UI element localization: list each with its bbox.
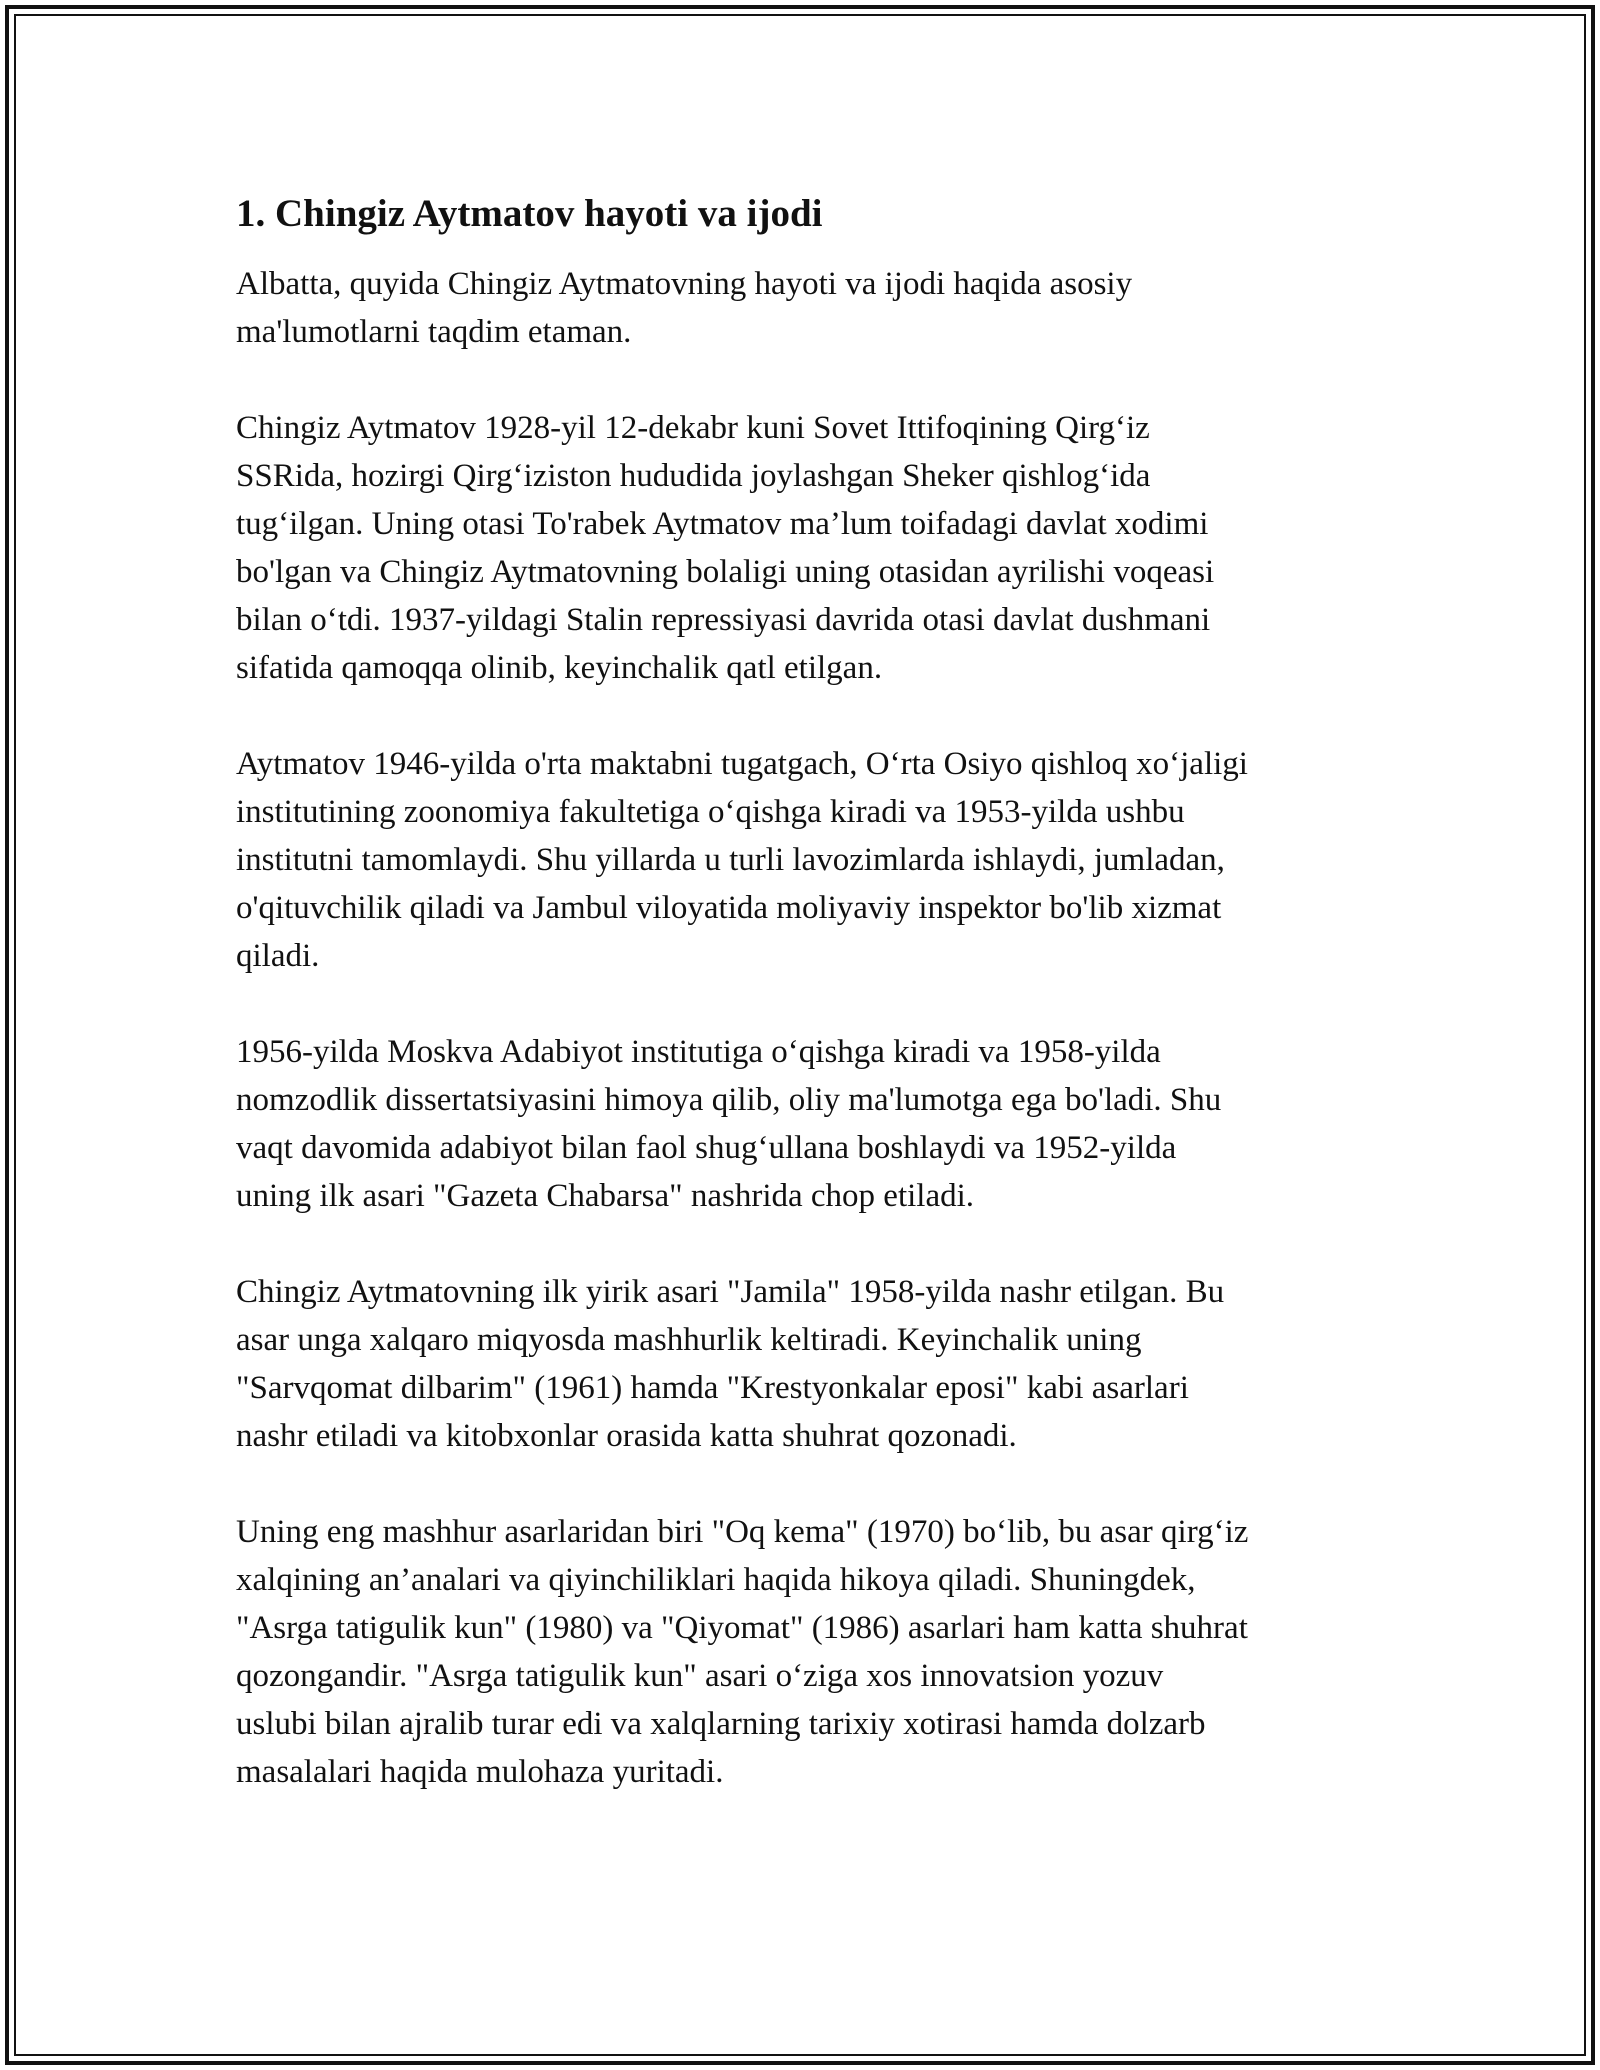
paragraph-jamila: Chingiz Aytmatovning ilk yirik asari "Jamila" 1958-yilda nashr etilgan. Bu asar unga xalqaro miqyosda mashhurlik keltiradi. Keyinchalik uning "Sarvqomat dilbarim" (1961) hamda "Krestyonkalar eposi" kabi asarlari nashr etiladi va kitobxonlar orasida katta shuhrat qozonadi.	[236, 1274, 1225, 1454]
paragraph-education: Aytmatov 1946-yilda o'rta maktabni tugatgach, O‘rta Osiyo qishloq xo‘jaligi institutining zoonomiya fakultetiga o‘qishga kiradi va 1953-yilda ushbu institutni tamomlaydi. Shu yillarda u turli lavozimlarda ishlaydi, jumladan, o'qituvchilik qiladi va Jambul viloyatida moliyaviy inspektor bo'lib xizmat qiladi.	[236, 746, 1248, 974]
paragraph-intro: Albatta, quyida Chingiz Aytmatovning hayoti va ijodi haqida asosiy ma'lumotlarni taqdim etaman.	[236, 266, 1133, 350]
section-heading: 1. Chingiz Aytmatov hayoti va ijodi	[236, 192, 823, 235]
document-body	[236, 188, 1376, 1844]
paragraph-birth-family: Chingiz Aytmatov 1928-yil 12-dekabr kuni Sovet Ittifoqining Qirg‘iz SSRida, hozirgi Qirg‘iziston hududida joylashgan Sheker qishlog‘ida tug‘ilgan. Uning otasi To'rabek Aytmatov ma’lum toifadagi davlat xodimi bo'lgan va Chingiz Aytmatovning bolaligi uning otasidan ayrilishi voqeasi bilan o‘tdi. 1937-yildagi Stalin repressiyasi davrida otasi davlat dushmani sifatida qamoqqa olinib, keyinchalik qatl etilgan.	[236, 410, 1215, 686]
paragraph-famous-works: Uning eng mashhur asarlaridan biri "Oq kema" (1970) bo‘lib, bu asar qirg‘iz xalqining an’analari va qiyinchiliklari haqida hikoya qiladi. Shuningdek, "Asrga tatigulik kun" (1980) va "Qiyomat" (1986) asarlari ham katta shuhrat qozongandir. "Asrga tatigulik kun" asari o‘ziga xos innovatsion yozuv uslubi bilan ajralib turar edi va xalqlarning tarixiy xotirasi hamda dolzarb masalalari haqida mulohaza yuritadi.	[236, 1514, 1249, 1790]
paragraph-moscow-institute: 1956-yilda Moskva Adabiyot institutiga o‘qishga kiradi va 1958-yilda nomzodlik dissertatsiyasini himoya qilib, oliy ma'lumotga ega bo'ladi. Shu vaqt davomida adabiyot bilan faol shug‘ullana boshlaydi va 1952-yilda uning ilk asari "Gazeta Chabarsa" nashrida chop etiladi.	[236, 1034, 1222, 1214]
